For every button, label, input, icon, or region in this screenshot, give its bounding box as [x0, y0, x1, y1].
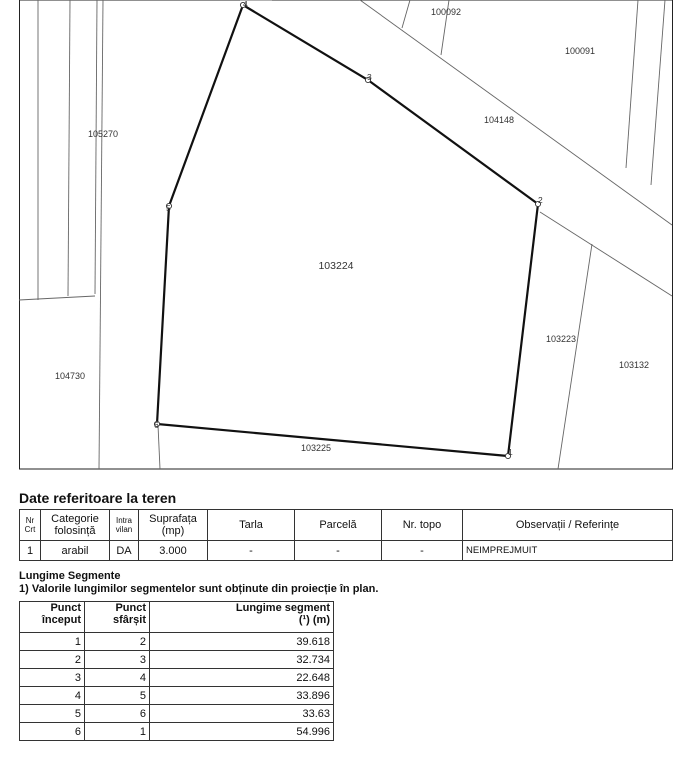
cell-categorie: arabil	[41, 541, 110, 561]
segment-row	[20, 669, 334, 687]
land-table-row	[20, 541, 673, 561]
neighbor-label-100091: 100091	[564, 46, 596, 56]
segment-length: 39.618	[150, 633, 334, 651]
segment-start: 2	[20, 651, 85, 669]
header-punct-inceput	[20, 602, 85, 633]
vertex-label-4: 4	[243, 0, 248, 9]
header-nr-crt-line2: Crt	[24, 525, 36, 534]
land-data-table	[19, 509, 673, 561]
header-lungime-segment	[150, 602, 334, 633]
neighbor-label-100092: 100092	[430, 7, 462, 17]
segments-title: Lungime Segmente	[19, 570, 121, 582]
header-nr-topo: Nr. topo	[382, 510, 463, 541]
segment-end: 4	[85, 669, 150, 687]
vertex-label-6: 6	[154, 420, 159, 430]
vertex-label-3: 3	[367, 72, 372, 82]
segment-start: 5	[20, 705, 85, 723]
segment-row	[20, 651, 334, 669]
header-suprafata	[139, 510, 208, 541]
segment-end: 2	[85, 633, 150, 651]
segment-end: 1	[85, 723, 150, 741]
segment-length: 32.734	[150, 651, 334, 669]
header-intra-line1: Intra	[115, 516, 132, 525]
vertex-label-1: 1	[508, 447, 513, 457]
neighbor-label-103132: 103132	[618, 360, 650, 370]
segment-row	[20, 705, 334, 723]
header-nr-crt-line1: Nr	[25, 516, 35, 525]
header-nr-crt	[20, 510, 41, 541]
header-tarla: Tarla	[208, 510, 295, 541]
segment-length: 22.648	[150, 669, 334, 687]
segments-table	[19, 601, 334, 741]
segment-length: 54.996	[150, 723, 334, 741]
segments-heading	[19, 570, 378, 596]
cell-intra: DA	[110, 541, 139, 561]
segment-row	[20, 687, 334, 705]
header-intra-vilan	[110, 510, 139, 541]
parcel-id-label: 103224	[318, 260, 354, 272]
neighbor-label-104730: 104730	[54, 371, 86, 381]
segment-start: 3	[20, 669, 85, 687]
header-suprafata-line2: (mp)	[161, 525, 185, 537]
segment-end: 5	[85, 687, 150, 705]
header-end-line2: sfârșit	[112, 614, 146, 626]
cell-parcela: -	[295, 541, 382, 561]
neighbor-label-103225: 103225	[300, 443, 332, 453]
header-punct-sfarsit	[85, 602, 150, 633]
cell-tarla: -	[208, 541, 295, 561]
cell-nr: 1	[20, 541, 41, 561]
segments-header-row	[20, 602, 334, 633]
segment-row	[20, 633, 334, 651]
header-categorie-line1: Categorie	[51, 513, 99, 525]
vertex-label-5: 5	[166, 203, 171, 213]
header-start-line2: început	[41, 614, 81, 626]
segment-length: 33.896	[150, 687, 334, 705]
segments-note: 1) Valorile lungimilor segmentelor sunt obținute din proiecție în plan.	[19, 583, 379, 595]
header-end-line1: Punct	[115, 602, 146, 614]
cell-observatii: NEIMPREJMUIT	[463, 541, 673, 561]
header-parcela: Parcelă	[295, 510, 382, 541]
segment-start: 1	[20, 633, 85, 651]
vertex-label-2: 2	[538, 195, 543, 205]
header-intra-line2: vilan	[115, 525, 133, 534]
header-start-line1: Punct	[50, 602, 81, 614]
segment-length: 33.63	[150, 705, 334, 723]
header-length-line1: Lungime segment	[235, 602, 330, 614]
cell-nr-topo: -	[382, 541, 463, 561]
header-length-line2: (¹) (m)	[298, 614, 330, 626]
header-suprafata-line1: Suprafața	[149, 513, 197, 525]
header-observatii: Observații / Referințe	[463, 510, 673, 541]
segment-end: 6	[85, 705, 150, 723]
header-categorie	[41, 510, 110, 541]
segment-row	[20, 723, 334, 741]
neighbor-label-104148: 104148	[483, 115, 515, 125]
cell-suprafata: 3.000	[139, 541, 208, 561]
segment-start: 6	[20, 723, 85, 741]
header-categorie-line2: folosință	[54, 525, 96, 537]
land-data-title: Date referitoare la teren	[19, 490, 177, 506]
segment-start: 4	[20, 687, 85, 705]
neighbor-label-103223: 103223	[545, 334, 577, 344]
neighbor-label-105270: 105270	[87, 129, 119, 139]
segment-end: 3	[85, 651, 150, 669]
land-table-header-row	[20, 510, 673, 541]
